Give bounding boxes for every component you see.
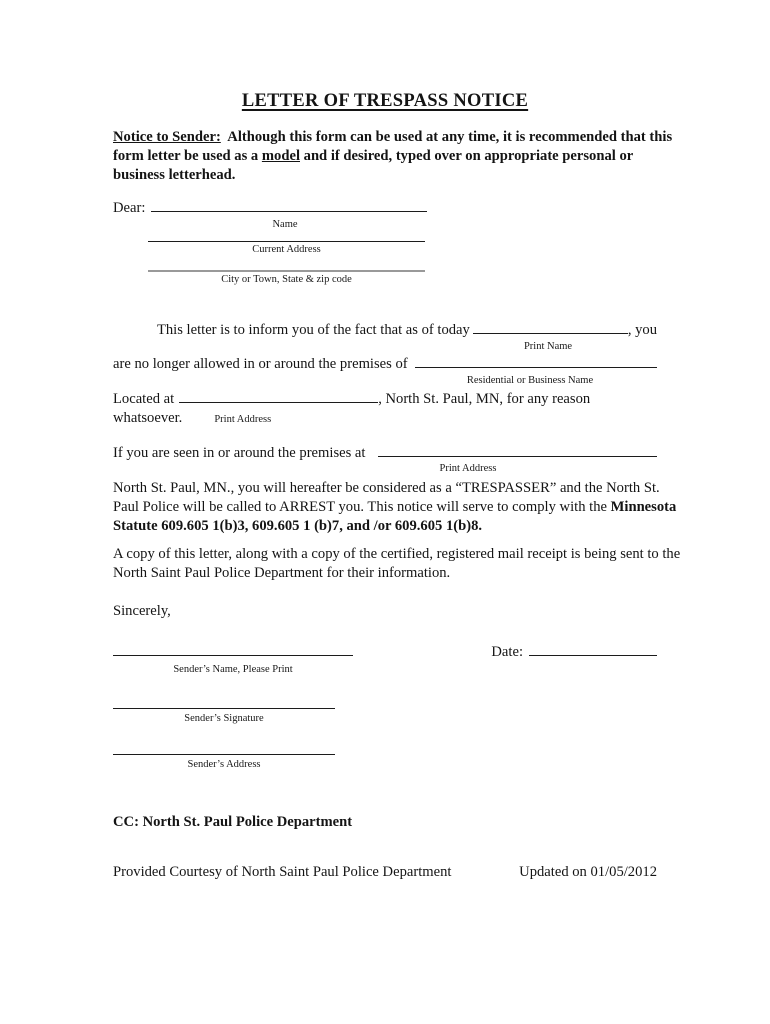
name-caption: Name — [272, 219, 298, 230]
dear-row — [113, 197, 657, 218]
cc-line: CC: North St. Paul Police Department — [113, 814, 353, 830]
located-row — [113, 388, 657, 409]
located-print-address-caption: Print Address — [214, 414, 272, 425]
page-title — [113, 0, 657, 112]
notice-line-2 — [113, 147, 657, 166]
copy-line-1: A copy of this letter, along with a copy of the certified, registered mail receipt is being sent to the — [113, 546, 681, 562]
trespasser-line-2-text: Paul Police will be called to ARREST you. This notice will serve to comply with the — [113, 499, 611, 515]
footer-row — [113, 863, 657, 882]
notice-line-1-text: Although this form can be used at any time, it is recommended that this — [220, 129, 673, 145]
seen-row — [113, 442, 657, 463]
sender-signature-field[interactable] — [113, 707, 335, 709]
sender-name-caption: Sender’s Name, Please Print — [173, 664, 293, 675]
date-label: Date: — [491, 644, 523, 660]
notice-line-2-text-b: and if desired, typed over on appropriate personal or — [300, 148, 634, 164]
signature-date-row — [113, 639, 657, 662]
premises-text: are no longer allowed in or around the premises of — [113, 356, 408, 372]
city-caption: City or Town, State & zip code — [221, 274, 352, 285]
premises-row — [113, 353, 657, 374]
whatsoever-row — [113, 409, 657, 429]
sender-signature-caption: Sender’s Signature — [184, 713, 264, 724]
statute-bold-start: Minnesota — [610, 499, 677, 515]
inform-text-before: This letter is to inform you of the fact that as of today — [156, 322, 474, 338]
sender-address-field[interactable] — [113, 753, 335, 755]
copy-paragraph — [113, 545, 681, 583]
recipient-city-state-zip-field[interactable] — [148, 255, 425, 272]
trespasser-line-3 — [113, 517, 657, 536]
statute-bold-rest: Statute 609.605 1(b)3, 609.605 1 (b)7, and /or 609.605 1(b)8. — [113, 518, 483, 534]
sender-address-caption: Sender’s Address — [187, 759, 261, 770]
inform-text-after: , you — [627, 322, 657, 338]
footer-updated-text: Updated on 01/05/2012 — [519, 864, 657, 880]
recipient-name-field[interactable] — [151, 197, 427, 212]
seen-print-address-field[interactable] — [378, 442, 657, 457]
sender-name-print-field[interactable] — [113, 639, 353, 656]
date-group — [491, 641, 657, 662]
notice-line-1 — [113, 128, 673, 147]
dear-label: Dear: — [113, 200, 146, 216]
located-text-after: , North St. Paul, MN, for any reason — [378, 391, 591, 407]
notice-date-field[interactable] — [473, 319, 627, 334]
sincerely-text: Sincerely, — [113, 603, 171, 619]
whatsoever-text: whatsoever. — [113, 410, 183, 426]
trespasser-paragraph — [113, 479, 677, 536]
copy-line-2: North Saint Paul Police Department for their information. — [113, 565, 451, 581]
seen-print-address-caption: Print Address — [439, 463, 497, 474]
page-title-text: LETTER OF TRESPASS NOTICE — [241, 91, 529, 111]
located-text-before: Located at — [113, 391, 175, 407]
notice-lead: Notice to Sender: — [113, 129, 221, 145]
current-address-caption: Current Address — [252, 244, 321, 255]
residential-or-business-name-field[interactable] — [415, 353, 657, 368]
notice-line-2-text-a: form letter be used as a — [113, 148, 262, 164]
located-print-address-field[interactable] — [179, 388, 378, 403]
footer-courtesy-text: Provided Courtesy of North Saint Paul Police Department — [113, 864, 452, 880]
trespasser-line-1: North St. Paul, MN., you will hereafter be considered as a “TRESPASSER” and the North St. — [113, 480, 660, 496]
notice-line-3: business letterhead. — [113, 167, 236, 183]
residential-caption: Residential or Business Name — [466, 375, 594, 386]
recipient-current-address-field[interactable] — [148, 230, 425, 242]
notice-model-word: model — [261, 148, 300, 164]
date-field[interactable] — [529, 641, 657, 656]
seen-text: If you are seen in or around the premises at — [113, 445, 366, 461]
print-name-caption: Print Name — [523, 341, 573, 352]
notice-to-sender-paragraph — [113, 128, 673, 185]
inform-row — [113, 319, 657, 340]
trespasser-line-2 — [113, 498, 677, 517]
